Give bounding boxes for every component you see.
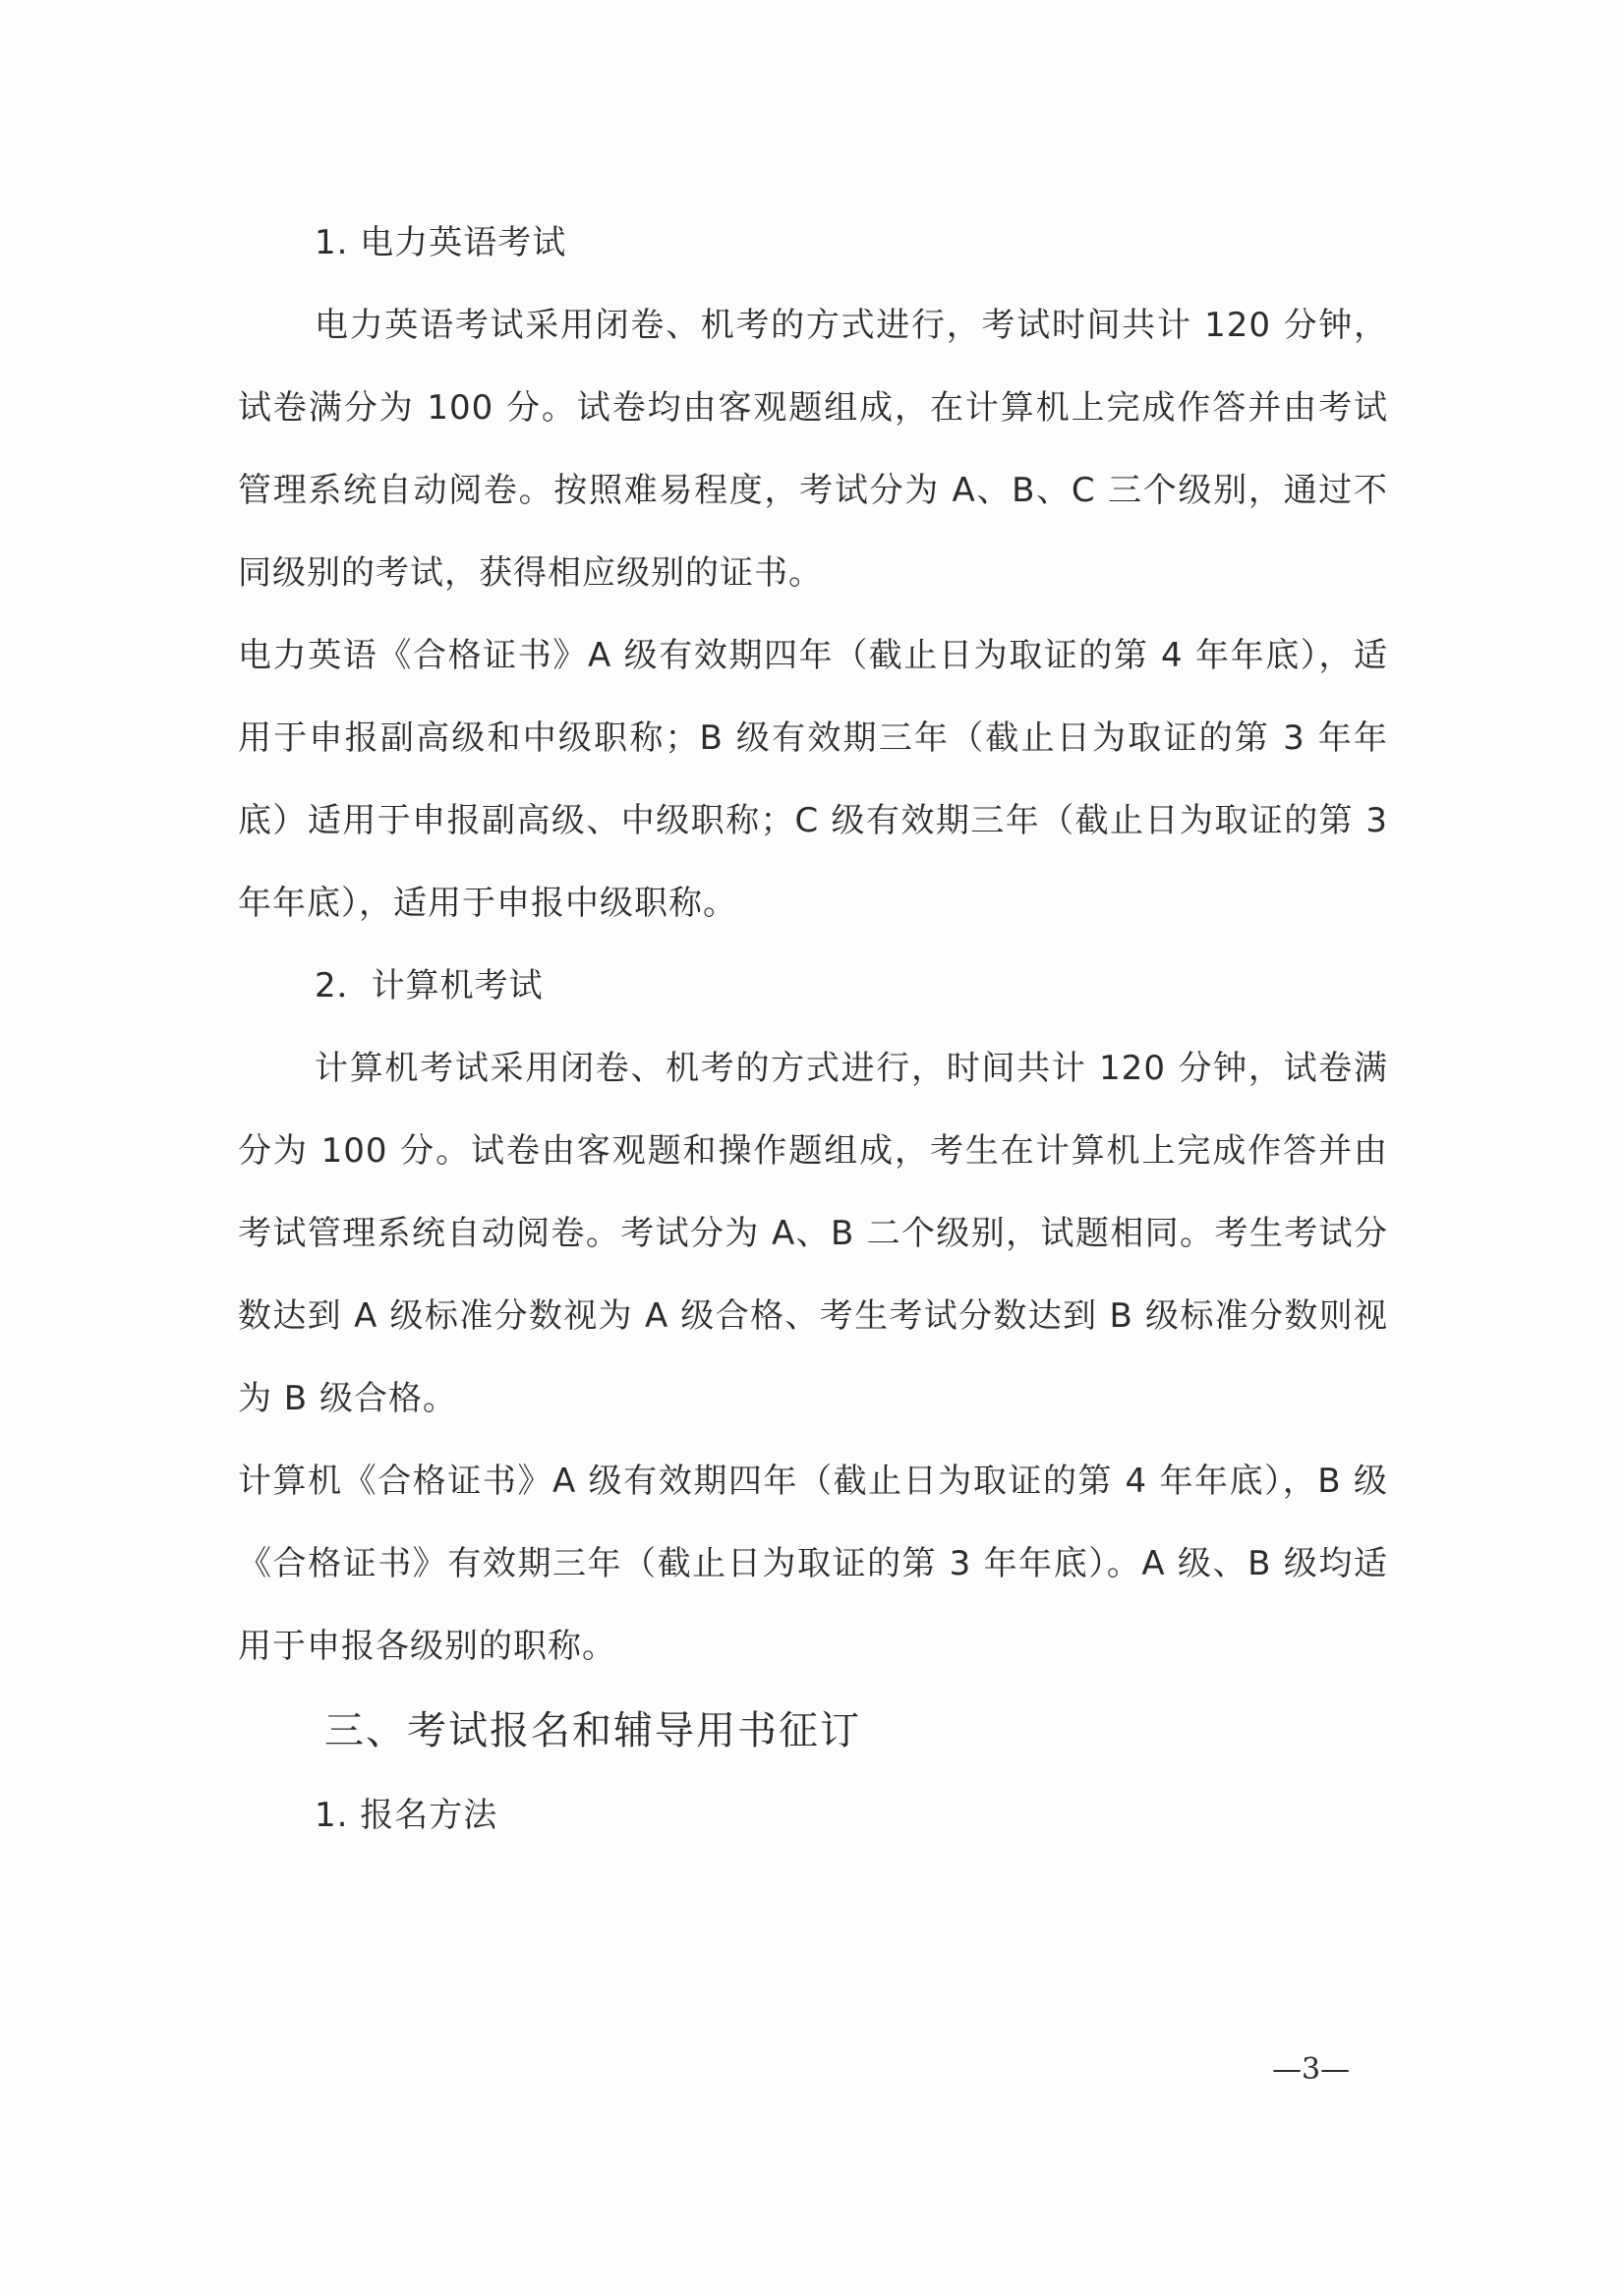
paragraph-english-exam-format: 电力英语考试采用闭卷、机考的方式进行，考试时间共计 120 分钟，试卷满分为 100 分。试卷均由客观题组成，在计算机上完成作答并由考试管理系统自动阅卷。按照难易程度，考试分为 A、B、C 三个级别，通过不同级别的考试，获得相应级别的证书。 [238, 306, 1388, 593]
subheading-registration-method: 1. 报名方法 [315, 1796, 498, 1835]
subheading-computer-exam: 2．计算机考试 [315, 966, 544, 1005]
paragraph-computer-certificate: 计算机《合格证书》A 级有效期四年（截止日为取证的第 4 年年底），B 级《合格证书》有效期三年（截止日为取证的第 3 年年底）。A 级、B 级均适用于申报各级别的职称。 [238, 1462, 1388, 1666]
page-number: —3— [1272, 2052, 1351, 2087]
document-body [238, 201, 1388, 1857]
paragraph-computer-exam-format: 计算机考试采用闭卷、机考的方式进行，时间共计 120 分钟，试卷满分为 100 分。试卷由客观题和操作题组成，考生在计算机上完成作答并由考试管理系统自动阅卷。考试分为 A、B 二个级别，试题相同。考生考试分数达到 A 级标准分数视为 A 级合格、考生考试分数达到 B 级标准分数则视为 B 级合格。 [238, 1049, 1388, 1418]
paragraph-english-certificate: 电力英语《合格证书》A 级有效期四年（截止日为取证的第 4 年年底），适用于申报副高级和中级职称；B 级有效期三年（截止日为取证的第 3 年年底）适用于申报副高级、中级职称；C 级有效期三年（截止日为取证的第 3 年年底），适用于申报中级职称。 [238, 636, 1388, 923]
subheading-english-exam: 1. 电力英语考试 [315, 223, 567, 262]
section-heading-registration: 三、考试报名和辅导用书征订 [324, 1708, 861, 1753]
